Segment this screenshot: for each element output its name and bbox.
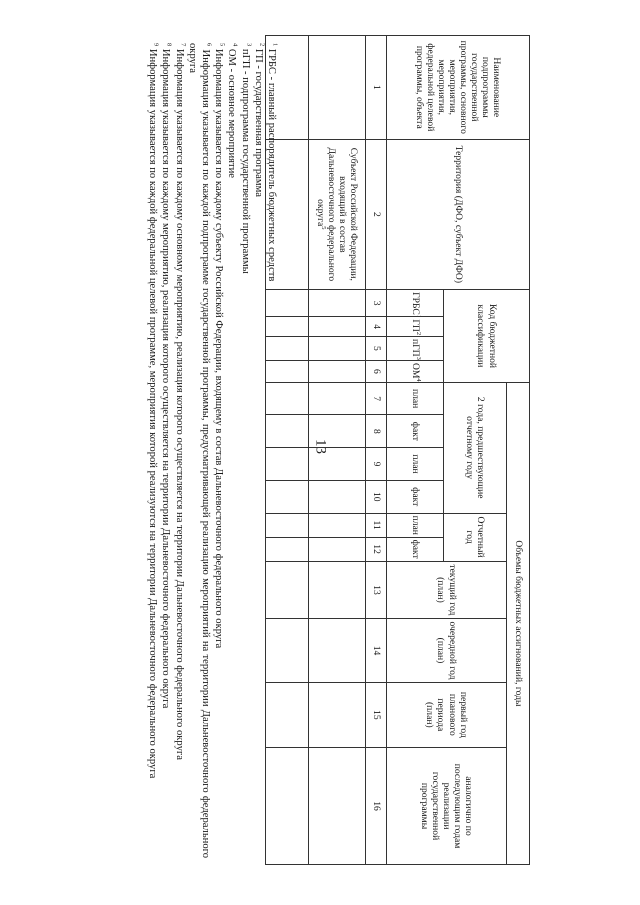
table-cell xyxy=(309,537,366,561)
table-cell xyxy=(309,36,366,140)
header-plan: план xyxy=(387,382,444,415)
table-cell xyxy=(309,513,366,537)
footnote: $^7$ Информация указывается по каждому основному мероприятию, реализация которого осуществляется на территории Дальневосточного федерального округа xyxy=(173,43,187,760)
col-number: 11 xyxy=(366,513,387,537)
budget-table xyxy=(265,35,530,865)
table-cell xyxy=(309,317,366,337)
col-number: 16 xyxy=(366,748,387,865)
table-cell xyxy=(309,561,366,619)
col-number: 5 xyxy=(366,336,387,360)
footnotes xyxy=(146,43,278,858)
table-cell xyxy=(309,336,366,360)
footnote: $^9$ Информация указывается по каждой федеральной целевой программе, мероприятия которой реализуются на территории Дальневосточного федерального округа xyxy=(147,43,160,779)
page-number: 13 xyxy=(312,439,329,454)
col-number: 8 xyxy=(366,415,387,448)
header-code-group: Код бюджетной классификации xyxy=(444,290,530,383)
footnote: $^4$ ОМ - основное мероприятие xyxy=(226,43,239,178)
table-cell xyxy=(309,682,366,747)
header-report-year: Отчетный год xyxy=(444,513,507,561)
header-name: Наименование подпрограммы государственной программы, основного мероприятия, мероприятия, федеральной целевой программы, объекта xyxy=(387,36,530,140)
table-cell xyxy=(309,382,366,415)
header-similar-years: аналогично по последующим годам реализации государственной программы xyxy=(387,748,507,865)
header-volume-group: Объемы бюджетных ассигнований, годы xyxy=(507,382,530,864)
header-pgp: пГП$^3$ xyxy=(387,336,444,360)
col-number: 9 xyxy=(366,448,387,481)
header-current-year: текущий год (план) xyxy=(387,561,507,619)
row-territory: Субъект Российской Федерации, входящий в состав Дальневосточного федерального округа$^5$ xyxy=(309,139,366,289)
footnote: $^2$ ГП - государственная программа xyxy=(252,43,266,197)
col-number: 13 xyxy=(366,561,387,619)
footnote: $^5$ Информация указывается по каждому субъекту Российской Федерации, входящему в состав Дальневосточного федерального округа xyxy=(213,43,226,649)
header-om: $ОМ^4$ xyxy=(387,360,444,382)
header-plan: план xyxy=(387,448,444,481)
table-cell xyxy=(309,360,366,382)
col-number: 10 xyxy=(366,480,387,513)
table-cell xyxy=(309,619,366,682)
table-cell xyxy=(309,290,366,317)
col-number: 2 xyxy=(366,139,387,289)
footnote: $^8$ Информация указывается по каждому мероприятию, реализация которого осуществляется на территории Дальневосточного федерального округа xyxy=(160,43,173,709)
col-number: 15 xyxy=(366,682,387,747)
header-plan: план xyxy=(387,513,444,537)
header-territory: Территория (ДФО, субъект ДФО) xyxy=(387,139,530,289)
header-two-years: 2 года, предшествующие отчетному году xyxy=(444,382,507,513)
footnote: $^3$ пГП - подпрограмма государственной программы xyxy=(239,43,253,274)
header-grbs: ГРБС$^1$ xyxy=(387,290,444,317)
col-number: 6 xyxy=(366,360,387,382)
table-cell xyxy=(309,480,366,513)
table-cell xyxy=(309,748,366,865)
header-next-year: очередной год (план) xyxy=(387,619,507,682)
col-number: 4 xyxy=(366,317,387,337)
header-fact: факт xyxy=(387,480,444,513)
col-number: 1 xyxy=(366,36,387,140)
rotated-sheet xyxy=(70,35,530,865)
header-fact: факт xyxy=(387,537,444,561)
table-cell xyxy=(309,415,366,448)
col-number: 14 xyxy=(366,619,387,682)
header-first-plan-year: первый год планового периода (план) xyxy=(387,682,507,747)
header-fact: факт xyxy=(387,415,444,448)
col-number: 3 xyxy=(366,290,387,317)
footnote: $^1$ ГРБС - главный распорядитель бюджетных средств xyxy=(266,43,279,282)
col-number: 12 xyxy=(366,537,387,561)
table-cell xyxy=(309,448,366,481)
footnote: $^6$ Информация указывается по каждой подпрограмме государственной программы, предусматривающей реализацию мероприятий на территории Дальневосточного федерального округа xyxy=(186,43,213,858)
header-gp: $ГП^2$ xyxy=(387,317,444,337)
col-number: 7 xyxy=(366,382,387,415)
